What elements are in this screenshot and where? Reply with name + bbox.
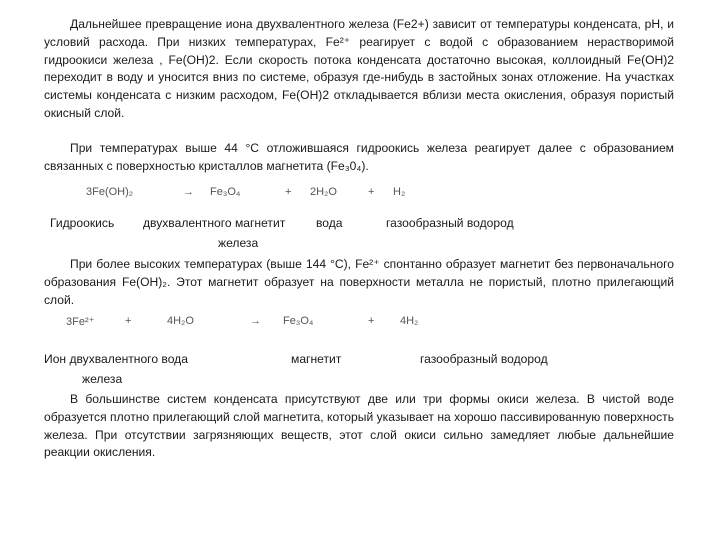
eq1-product1: Fe₃O₄ xyxy=(210,186,241,198)
eq2-arrow: → xyxy=(250,315,261,327)
paragraph-1: Дальнейшее превращение иона двухвалентного железа (Fe2+) зависит от температуры конденсата, pH, и условий расхода. При низких температурах, Fe²⁺ реагирует с водой с образованием нерастворимой гидроокиси железа , Fe(OH)2. Если скорость потока конденсата достаточно высокая, коллоидный Fe(OH)2 переходит в воду и уносится вниз по системе, образуя где-нибудь в застойных зонах отложение. На участках системы конденсата с низким расходом, Fe(OH)2 откладывается вблизи места окисления, образуя пористый окисный слой. xyxy=(44,17,674,120)
eq1-label-1: Гидроокись xyxy=(50,216,115,230)
eq1-label-4: газообразный водород xyxy=(386,216,514,230)
eq2-plus1: + xyxy=(125,315,132,327)
eq2-product2: 4H₂ xyxy=(400,315,419,327)
eq1-plus2: + xyxy=(368,186,375,198)
eq2-product1: Fe₃O₄ xyxy=(283,315,314,327)
eq1-product2: 2H₂O xyxy=(310,186,337,198)
eq2-label-4: железа xyxy=(82,372,123,386)
paragraph-3: При более высоких температурах (выше 144 °С), Fe²⁺ спонтанно образует магнетит без первоначального образования Fe(OH)₂. Этот магнетит образует на поверхности металла не пористый, плотно прилегающий слой. xyxy=(44,257,674,307)
eq1-plus1: + xyxy=(285,186,292,198)
eq1-label-2: двухвалентного магнетит xyxy=(143,216,286,230)
eq1-label-5: железа xyxy=(218,236,259,250)
eq2-plus2: + xyxy=(368,315,375,327)
eq1-product3: H₂ xyxy=(393,186,406,198)
equation-2 xyxy=(0,315,720,331)
eq2-label-3: газообразный водород xyxy=(420,352,548,366)
eq1-label-3: вода xyxy=(316,216,343,230)
paragraph-2: При температурах выше 44 °С отложившаяся гидроокись железа реагирует далее с образованием связанных с поверхностью кристаллов магнетита (Fe₃0₄). xyxy=(44,141,674,173)
eq2-reactant1: 3Fe²⁺ xyxy=(66,316,95,328)
eq1-reactant: 3Fe(OH)₂ xyxy=(86,186,134,198)
eq2-label-2: магнетит xyxy=(291,352,342,366)
eq2-reactant2: 4H₂O xyxy=(167,315,194,327)
eq1-arrow: → xyxy=(183,186,194,198)
equation-1 xyxy=(0,186,720,202)
eq2-label-1: Ион двухвалентного вода xyxy=(44,352,188,366)
paragraph-4: В большинстве систем конденсата присутствуют две или три формы окиси железа. В чистой воде образуется плотно прилегающий слой магнетита, который указывает на хорошо пассивированную поверхность железа. При отсутствии загрязняющих веществ, этот слой окиси сильно замедляет любые дальнейшие реакции окисления. xyxy=(44,392,674,460)
